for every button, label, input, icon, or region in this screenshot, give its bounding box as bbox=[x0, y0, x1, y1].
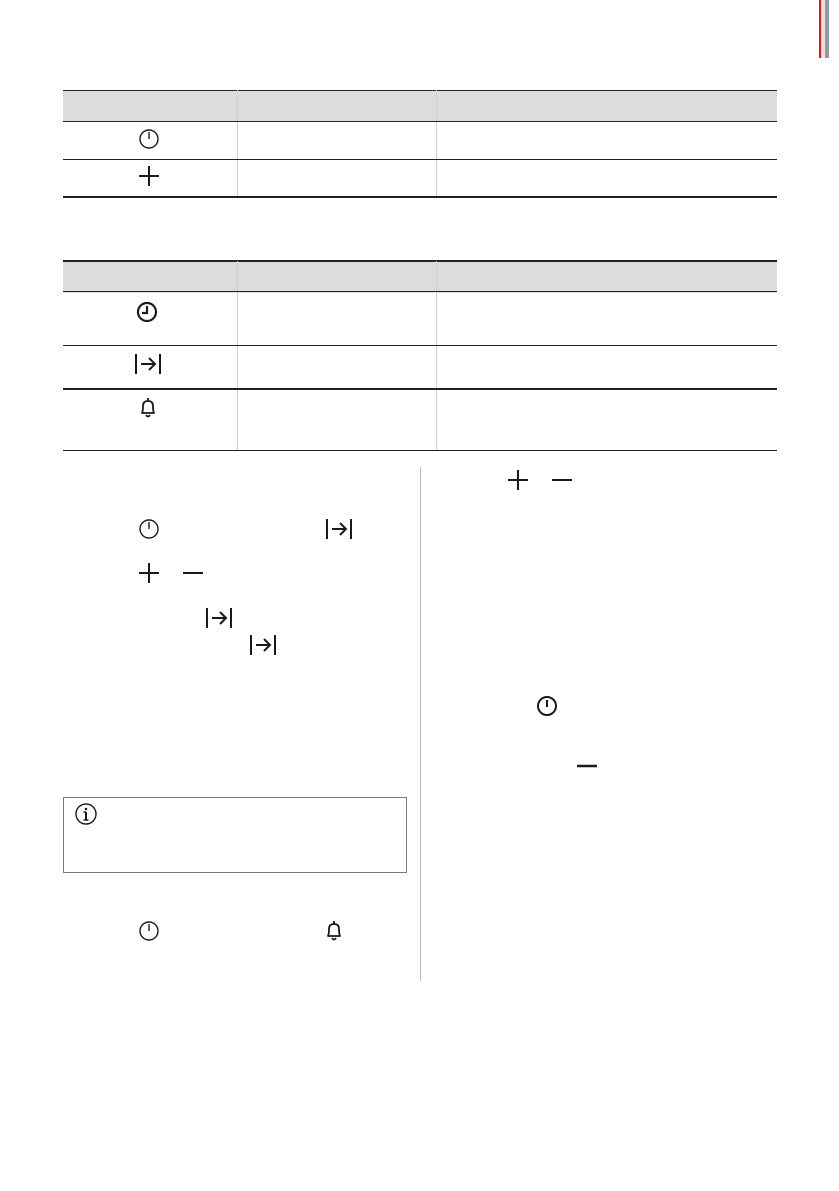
table-2-header bbox=[63, 260, 777, 293]
end-arrow-icon bbox=[205, 606, 233, 630]
table-2-column-divider bbox=[237, 261, 238, 450]
table-2-rule bbox=[63, 388, 777, 390]
table-2-bottom-rule bbox=[63, 450, 777, 451]
clock-icon bbox=[137, 127, 161, 151]
table-1-header bbox=[63, 90, 777, 122]
table-2-rule bbox=[63, 291, 777, 292]
column-divider bbox=[420, 467, 421, 981]
minus-icon bbox=[550, 468, 574, 492]
end-arrow-icon bbox=[134, 352, 162, 376]
table-2-rule bbox=[63, 345, 777, 346]
page-edge-tab bbox=[819, 0, 829, 58]
info-icon bbox=[74, 802, 98, 826]
end-arrow-icon bbox=[325, 517, 353, 541]
info-note bbox=[63, 797, 407, 873]
table-1-rule bbox=[63, 159, 777, 160]
bell-icon bbox=[322, 919, 346, 943]
table-1-rule bbox=[63, 121, 777, 122]
clock-filled-icon bbox=[535, 694, 559, 718]
end-arrow-icon bbox=[249, 633, 277, 657]
plus-icon bbox=[506, 468, 530, 492]
clock-filled-icon bbox=[135, 300, 159, 324]
table-1-bottom-rule bbox=[63, 196, 777, 198]
clock-icon bbox=[137, 517, 161, 541]
minus-icon bbox=[575, 754, 599, 778]
table-1-column-divider bbox=[436, 90, 437, 197]
bell-icon bbox=[136, 396, 160, 420]
plus-icon bbox=[137, 561, 161, 585]
clock-icon bbox=[137, 919, 161, 943]
table-2-column-divider bbox=[436, 261, 437, 450]
table-1-column-divider bbox=[237, 90, 238, 197]
plus-icon bbox=[137, 164, 161, 188]
minus-icon bbox=[181, 561, 205, 585]
